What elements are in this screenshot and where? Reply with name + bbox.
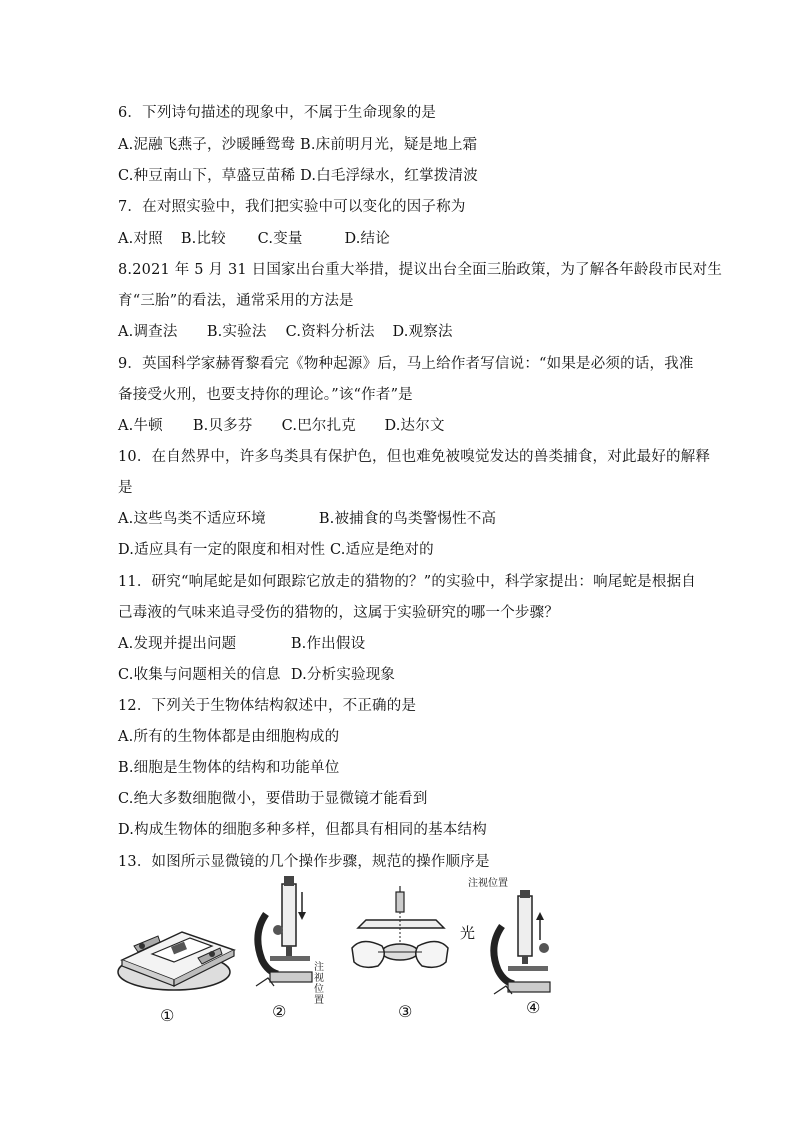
option-b: B.比较 [180, 231, 226, 247]
figure-label-1: ① [160, 1006, 175, 1025]
question-12-option-c: C.绝大多数细胞微小，要借助于显微镜才能看到 [118, 791, 428, 807]
question-9-stem-line-2: 备接受火刑，也要支持你的理论。”该“作者”是 [118, 387, 413, 403]
question-12-option-a: A.所有的生物体都是由细胞构成的 [118, 729, 340, 745]
option-b: B.贝多芬 [192, 418, 253, 434]
question-10-options-line-2: D.适应具有一定的限度和相对性 C.适应是绝对的 [118, 542, 434, 558]
question-12-option-b: B.细胞是生物体的结构和功能单位 [118, 760, 340, 776]
option-b: B.实验法 [206, 324, 267, 340]
option-b: B.被捕食的鸟类警惕性不高 [318, 511, 497, 527]
question-6-stem: 6．下列诗句描述的现象中，不属于生命现象的是 [118, 105, 437, 121]
option-d: D.达尔文 [384, 418, 445, 434]
option-d: D.分析实验现象 [290, 667, 396, 683]
question-9-options [118, 417, 445, 435]
question-6-options-line-2: C.种豆南山下，草盛豆苗稀 D.白毛浮绿水，红掌拨清波 [118, 168, 478, 184]
question-11-options-line-1 [118, 635, 365, 653]
question-7-options [118, 230, 390, 248]
question-8-stem-line-1: 8.2021 年 5 月 31 日国家出台重大举措，提议出台全面三胎政策，为了解各年龄段市民对生 [118, 262, 723, 278]
question-13-stem: 13．如图所示显微镜的几个操作步骤，规范的操作顺序是 [118, 854, 490, 870]
question-9-stem-line-1: 9．英国科学家赫胥黎看完《物种起源》后，马上给作者写信说：“如果是必须的话，我准 [118, 356, 694, 372]
figure-4-raise-tube [486, 890, 566, 998]
watch-label-part-2: 位置 [314, 984, 324, 1006]
question-11-stem-line-2: 己毒液的气味来追寻受伤的猎物的，这属于实验研究的哪一个步骤？ [118, 605, 559, 621]
option-a: A.牛顿 [118, 418, 163, 434]
question-12-option-d: D.构成生物体的细胞多种多样，但都具有相同的基本结构 [118, 822, 487, 838]
option-c: C.变量 [257, 231, 303, 247]
figure-label-2: ② [272, 1002, 287, 1021]
watch-position-label-top: 注视位置 [468, 878, 508, 889]
option-a: A.调查法 [118, 324, 178, 340]
figure-1-stage-slide [112, 902, 240, 1002]
option-a: A.这些鸟类不适应环境 [118, 511, 266, 527]
question-12-stem: 12．下列关于生物体结构叙述中，不正确的是 [118, 698, 417, 714]
option-c: C.资料分析法 [285, 324, 375, 340]
option-b: B.作出假设 [290, 636, 366, 652]
question-10-stem-line-1: 10．在自然界中，许多鸟类具有保护色，但也难免被嗅觉发达的兽类捕食，对此最好的解释 [118, 449, 711, 465]
watch-position-label-vertical [314, 962, 328, 1006]
light-label: 光 [460, 924, 476, 942]
option-c: C.收集与问题相关的信息 [118, 667, 281, 683]
option-a: A.发现并提出问题 [118, 636, 237, 652]
option-a: A.对照 [118, 231, 163, 247]
option-d: D.结论 [344, 231, 390, 247]
question-8-stem-line-2: 育“三胎”的看法，通常采用的方法是 [118, 293, 354, 309]
question-10-options-line-1 [118, 510, 496, 528]
question-11-options-line-2 [118, 666, 395, 684]
option-c: C.巴尔扎克 [281, 418, 357, 434]
question-6-options-line-1: A.泥融飞燕子，沙暖睡鸳鸯 B.床前明月光，疑是地上霜 [118, 137, 478, 153]
figure-3-adjust-mirror [348, 886, 458, 986]
question-10-stem-line-2: 是 [118, 480, 133, 496]
question-7-stem: 7．在对照实验中，我们把实验中可以变化的因子称为 [118, 199, 466, 215]
microscope-steps-figure [108, 872, 568, 1032]
question-11-stem-line-1: 11．研究“响尾蛇是如何跟踪它放走的猎物的？”的实验中，科学家提出：响尾蛇是根据自 [118, 574, 696, 590]
option-d: D.观察法 [392, 324, 453, 340]
figure-label-4: ④ [526, 998, 541, 1017]
watch-label-part-1: 注视 [314, 962, 324, 984]
figure-label-3: ③ [398, 1002, 413, 1021]
question-8-options [118, 323, 453, 341]
